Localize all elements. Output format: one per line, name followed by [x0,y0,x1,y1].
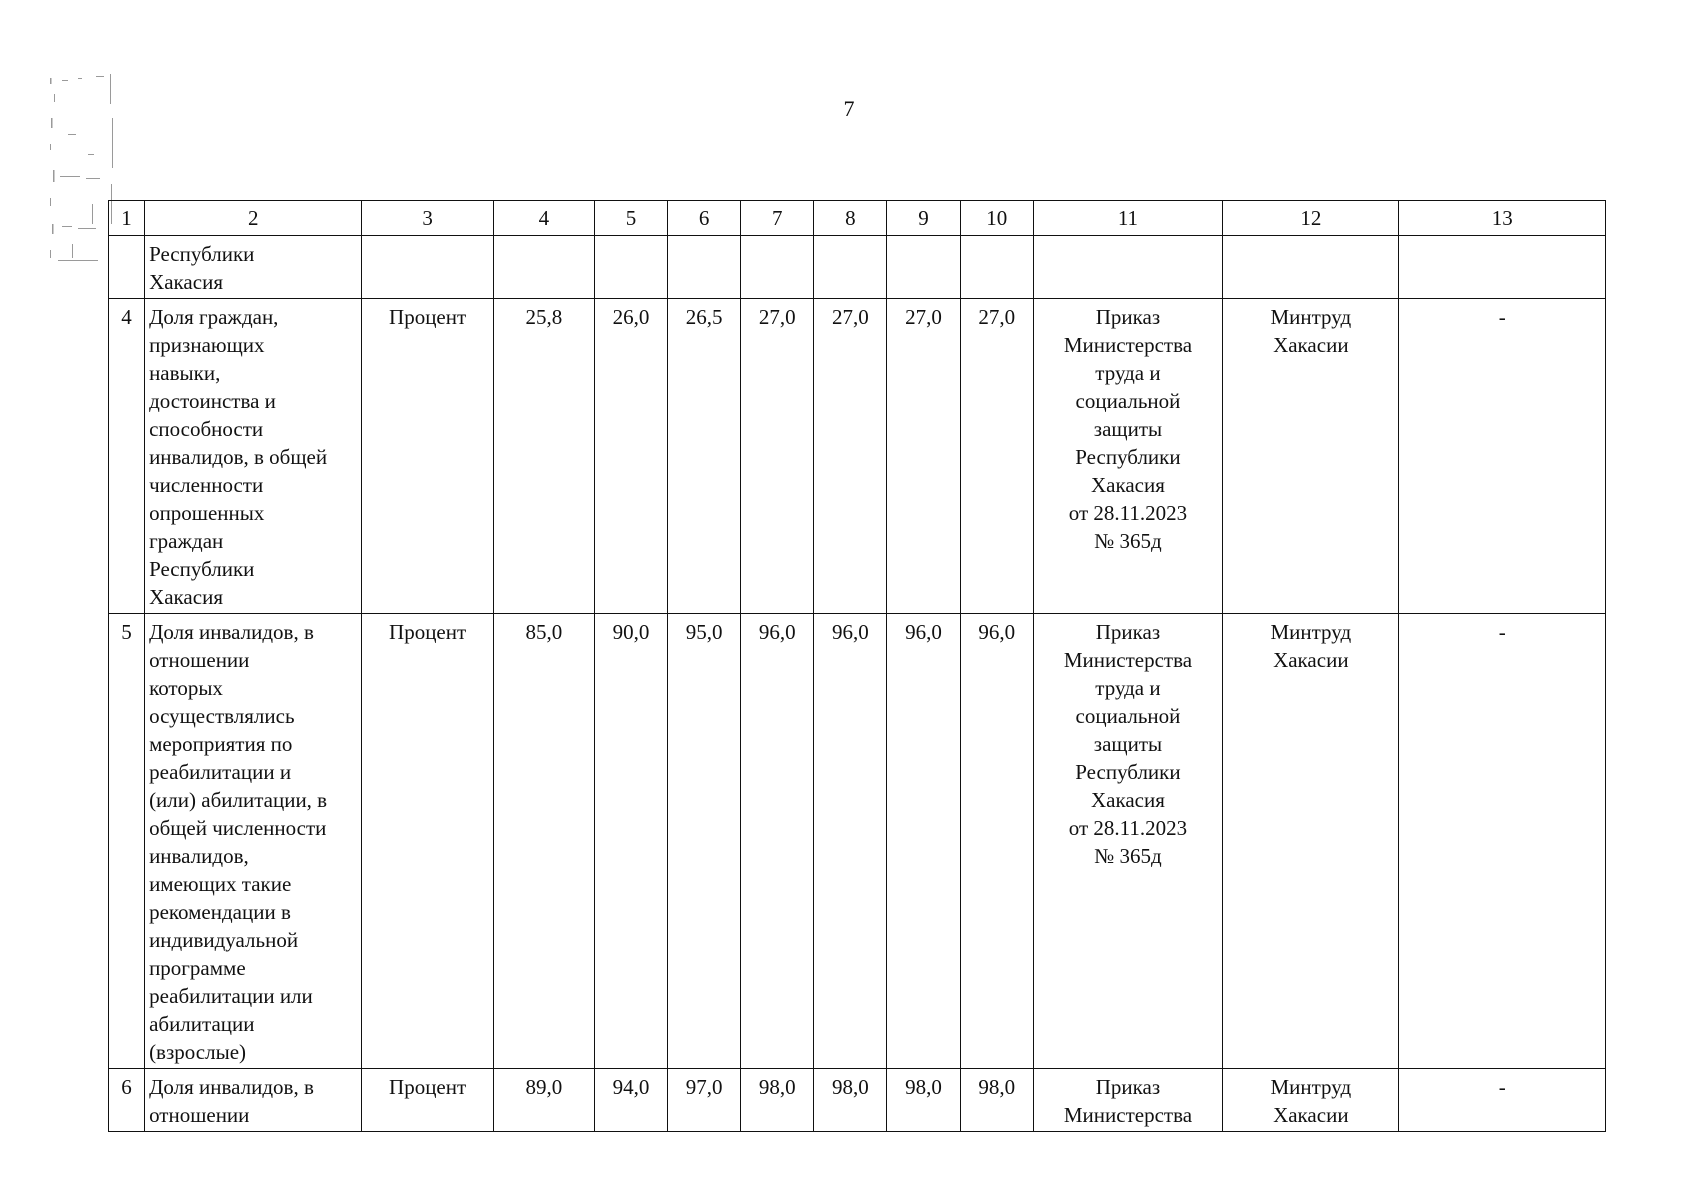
note-cell: - [1399,299,1606,614]
column-header: 8 [814,201,887,236]
value-cell [887,236,960,299]
row-number-cell [109,236,145,299]
column-header: 9 [887,201,960,236]
value-cell: 96,0 [960,614,1033,1069]
value-cell [668,236,741,299]
column-header: 7 [741,201,814,236]
responsible-cell [1223,236,1399,299]
column-header: 12 [1223,201,1399,236]
row-number-cell: 4 [109,299,145,614]
value-cell: 98,0 [814,1069,887,1132]
indicator-name-cell: Доля инвалидов, в отношении которых осуществлялись мероприятия по реабилитации и (или) абилитации, в общей численности инвалидов, имеющих такие рекомендации в индивидуальной программе реабилитации или абилитации (взрослые) [145,614,362,1069]
value-cell: 85,0 [493,614,594,1069]
document-cell: Приказ Министерства труда и социальной защиты Республики Хакасия от 28.11.2023 № 365д [1033,614,1222,1069]
column-header: 13 [1399,201,1606,236]
value-cell: 26,0 [594,299,667,614]
value-cell: 98,0 [741,1069,814,1132]
table-row [109,236,1606,299]
indicators-table [108,200,1606,1132]
value-cell [741,236,814,299]
column-header: 1 [109,201,145,236]
table-header-row [109,201,1606,236]
value-cell: 27,0 [887,299,960,614]
note-cell: - [1399,614,1606,1069]
value-cell: 27,0 [960,299,1033,614]
table-row [109,299,1606,614]
responsible-cell: Минтруд Хакасии [1223,1069,1399,1132]
column-header: 6 [668,201,741,236]
note-cell [1399,236,1606,299]
indicator-name-cell: Доля граждан, признающих навыки, достоинства и способности инвалидов, в общей численности опрошенных граждан Республики Хакасия [145,299,362,614]
value-cell: 97,0 [668,1069,741,1132]
responsible-cell: Минтруд Хакасии [1223,299,1399,614]
value-cell: 26,5 [668,299,741,614]
value-cell: 25,8 [493,299,594,614]
note-cell: - [1399,1069,1606,1132]
row-number-cell: 6 [109,1069,145,1132]
value-cell [594,236,667,299]
value-cell [493,236,594,299]
table-row [109,1069,1606,1132]
value-cell: 98,0 [960,1069,1033,1132]
unit-cell: Процент [362,1069,493,1132]
value-cell: 94,0 [594,1069,667,1132]
value-cell: 95,0 [668,614,741,1069]
row-number-cell: 5 [109,614,145,1069]
value-cell [814,236,887,299]
column-header: 5 [594,201,667,236]
document-cell [1033,236,1222,299]
value-cell: 98,0 [887,1069,960,1132]
value-cell: 27,0 [741,299,814,614]
value-cell: 27,0 [814,299,887,614]
value-cell: 96,0 [814,614,887,1069]
table-row [109,614,1606,1069]
column-header: 11 [1033,201,1222,236]
unit-cell: Процент [362,614,493,1069]
unit-cell [362,236,493,299]
column-header: 10 [960,201,1033,236]
value-cell [960,236,1033,299]
unit-cell: Процент [362,299,493,614]
column-header: 4 [493,201,594,236]
column-header: 2 [145,201,362,236]
document-cell: Приказ Министерства труда и социальной защиты Республики Хакасия от 28.11.2023 № 365д [1033,299,1222,614]
page-number: 7 [843,96,855,121]
value-cell: 90,0 [594,614,667,1069]
document-cell: Приказ Министерства [1033,1069,1222,1132]
column-header: 3 [362,201,493,236]
indicator-name-cell: Доля инвалидов, в отношении [145,1069,362,1132]
indicator-name-cell: Республики Хакасия [145,236,362,299]
value-cell: 96,0 [887,614,960,1069]
value-cell: 96,0 [741,614,814,1069]
responsible-cell: Минтруд Хакасии [1223,614,1399,1069]
value-cell: 89,0 [493,1069,594,1132]
